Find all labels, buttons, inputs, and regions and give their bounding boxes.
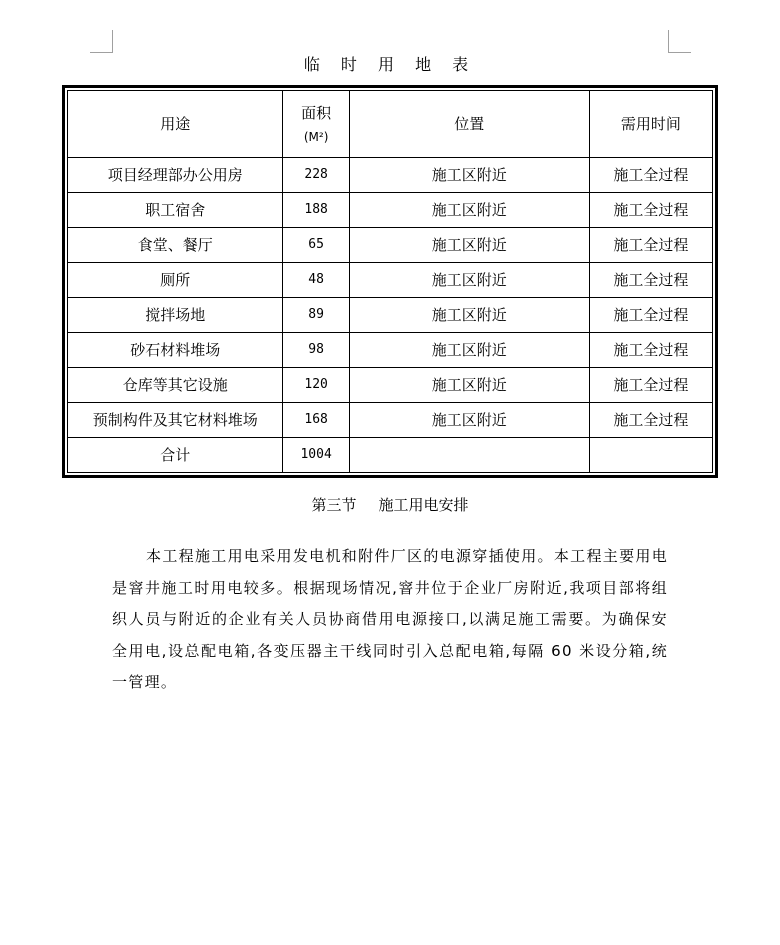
section-number: 第三节 [311,496,357,514]
table-row [68,298,713,333]
section-heading [0,494,780,515]
cell-area: 98 [283,333,349,368]
total-label: 合计 [68,438,283,473]
cell-area: 65 [283,228,349,263]
cell-location: 施工区附近 [349,158,589,193]
cell-time: 施工全过程 [589,333,712,368]
cell-location: 施工区附近 [349,193,589,228]
header-area-label: 面积 [301,103,332,122]
cell-area: 168 [283,403,349,438]
cell-time: 施工全过程 [589,368,712,403]
cell-area: 188 [283,193,349,228]
cell-time: 施工全过程 [589,403,712,438]
table-row [68,193,713,228]
section-title: 施工用电安排 [378,496,469,514]
cell-time: 施工全过程 [589,263,712,298]
cell-time: 施工全过程 [589,158,712,193]
cell-area: 48 [283,263,349,298]
crop-mark-top-left [90,30,113,53]
cell-purpose: 食堂、餐厅 [68,228,283,263]
header-purpose: 用途 [68,91,283,158]
table-row [68,158,713,193]
table-row [68,333,713,368]
cell-purpose: 厕所 [68,263,283,298]
header-location: 位置 [349,91,589,158]
cell-area: 120 [283,368,349,403]
cell-time: 施工全过程 [589,298,712,333]
cell-purpose: 预制构件及其它材料堆场 [68,403,283,438]
cell-purpose: 搅拌场地 [68,298,283,333]
cell-time: 施工全过程 [589,228,712,263]
total-location [349,438,589,473]
cell-location: 施工区附近 [349,368,589,403]
table-row [68,228,713,263]
table-total-row [68,438,713,473]
land-use-table [67,90,713,473]
table-row [68,263,713,298]
cell-location: 施工区附近 [349,298,589,333]
cell-purpose: 仓库等其它设施 [68,368,283,403]
cell-location: 施工区附近 [349,228,589,263]
table-title: 临 时 用 地 表 [303,55,477,74]
land-use-table-frame [62,85,718,478]
cell-time: 施工全过程 [589,193,712,228]
cell-purpose: 项目经理部办公用房 [68,158,283,193]
cell-area: 228 [283,158,349,193]
table-row [68,403,713,438]
table-row [68,368,713,403]
header-area-unit: (M²) [303,129,329,144]
cell-location: 施工区附近 [349,403,589,438]
table-header-row [68,91,713,158]
header-area [283,91,349,158]
crop-mark-top-right [668,30,691,53]
cell-location: 施工区附近 [349,263,589,298]
total-time [589,438,712,473]
cell-location: 施工区附近 [349,333,589,368]
cell-purpose: 砂石材料堆场 [68,333,283,368]
total-area: 1004 [283,438,349,473]
cell-purpose: 职工宿舍 [68,193,283,228]
header-time: 需用时间 [589,91,712,158]
cell-area: 89 [283,298,349,333]
body-paragraph: 本工程施工用电采用发电机和附件厂区的电源穿插使用。本工程主要用电是窨井施工时用电较多。根据现场情况,窨井位于企业厂房附近,我项目部将组织人员与附近的企业有关人员协商借用电源接口,以满足施工需要。为确保安全用电,设总配电箱,各变压器主干线同时引入总配电箱,每隔 60 米设分箱,统一管理。 [112,547,668,691]
